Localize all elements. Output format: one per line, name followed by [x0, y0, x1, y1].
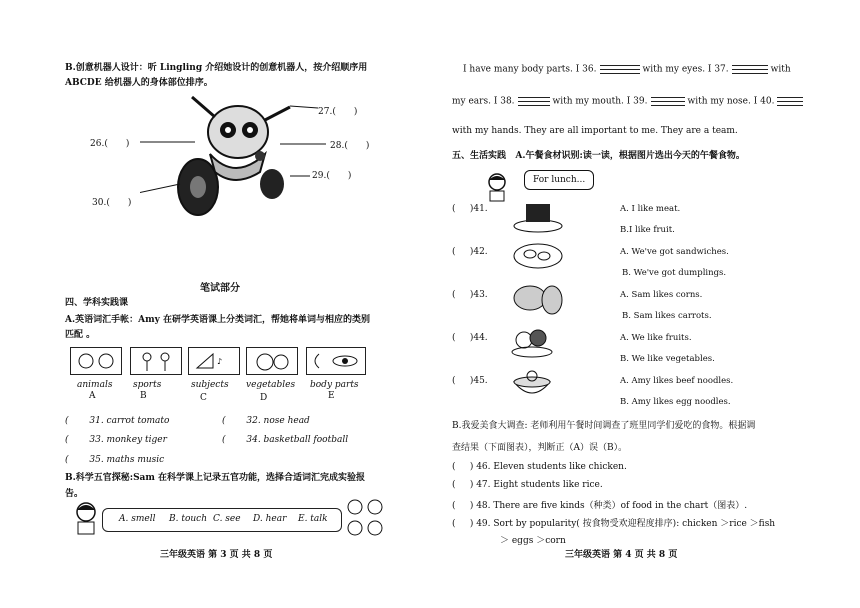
sports-icon	[130, 347, 182, 375]
robot-label-27: 27.( )	[318, 107, 358, 117]
question-47: ( ) 47. Eight students like rice.	[452, 480, 603, 490]
option-43b: B. Sam likes carrots.	[622, 311, 712, 321]
section4a-title-2: 匹配 。	[65, 330, 96, 340]
option-45a: A. Amy likes beef noodles.	[620, 376, 734, 386]
written-section-title: 笔试部分	[200, 283, 240, 294]
option-42a: A. We've got sandwiches.	[620, 247, 729, 257]
question-33: ( 33. monkey tiger	[65, 435, 167, 445]
body-parts-icon	[306, 347, 366, 375]
option-45b: B. Amy likes egg noodles.	[620, 397, 731, 407]
vegetables-icon	[246, 347, 298, 375]
question-34: ( 34. basketball football	[222, 435, 349, 445]
passage-line-1: I have many body parts. I 36. with my eyes. I 37. with	[463, 62, 791, 76]
category-letter-b: B	[140, 391, 147, 401]
sense-word-box: A. smell B. touch C. see D. hear E. talk	[102, 508, 342, 532]
speech-bubble: For lunch...	[524, 170, 594, 190]
robot-illustration	[140, 92, 340, 217]
category-subjects: subjects	[191, 380, 229, 390]
section5-title: 五、生活实践 A.午餐食材识别:读一读，根据图片选出今天的午餐食物。	[452, 151, 745, 161]
option-44b: B. We like vegetables.	[620, 354, 715, 364]
right-page-footer: 三年级英语 第 4 页 共 8 页	[565, 550, 678, 560]
category-letter-e: E	[328, 391, 335, 401]
section4a-title: A.英语词汇手帐：Amy 在研学英语课上分类词汇，帮她将单词与相应的类别	[65, 315, 370, 325]
noodles-food-icon	[510, 364, 554, 402]
food-question-43: ( )43.	[452, 290, 488, 300]
option-41a: A. I like meat.	[620, 204, 681, 214]
section-b-title-2: ABCDE 给机器人的身体部位排序。	[65, 78, 213, 88]
category-animals: animals	[77, 380, 113, 390]
senses-icons	[345, 498, 387, 538]
section5b-title: B.我爱美食大调查: 老师利用午餐时间调查了班里同学们爱吃的食物。根据调	[452, 421, 756, 431]
subjects-icon	[188, 347, 240, 375]
option-43a: A. Sam likes corns.	[620, 290, 703, 300]
robot-label-30: 30.( )	[92, 198, 132, 208]
robot-label-28: 28.( )	[330, 141, 370, 151]
robot-label-26: 26.( )	[90, 139, 130, 149]
section4-title: 四、学科实践课	[65, 298, 129, 308]
category-letter-c: C	[200, 393, 207, 403]
corn-food-icon	[510, 280, 566, 316]
category-sports: sports	[133, 380, 162, 390]
option-44a: A. We like fruits.	[620, 333, 692, 343]
meat-food-icon	[512, 198, 564, 234]
option-42b: B. We've got dumplings.	[622, 268, 727, 278]
category-body-parts: body parts	[310, 380, 359, 390]
food-question-41: ( )41.	[452, 204, 488, 214]
question-32: ( 32. nose head	[222, 416, 310, 426]
section-b-title: B.创意机器人设计：听 Lingling 介绍她设计的创意机器人，按介绍顺序用	[65, 63, 368, 73]
option-41b: B.I like fruit.	[620, 225, 675, 235]
question-48: ( ) 48. There are five kinds（种类）of food in the chart（图表）.	[452, 501, 748, 511]
section4b-title: B.科学五官探秘:Sam 在科学课上记录五官功能，选择合适词汇完成实验报	[65, 473, 366, 483]
category-vegetables: vegetables	[246, 380, 296, 390]
section4b-title-2: 告。	[65, 489, 84, 499]
question-35: ( 35. maths music	[65, 455, 165, 465]
food-question-45: ( )45.	[452, 376, 488, 386]
robot-label-29: 29.( )	[312, 171, 352, 181]
section5b-title-2: 查结果（下面图表），判断正（A）误（B）。	[452, 443, 628, 453]
food-question-44: ( )44.	[452, 333, 488, 343]
question-49-cont: ＞ eggs ＞corn	[500, 536, 566, 546]
question-46: ( ) 46. Eleven students like chicken.	[452, 462, 627, 472]
left-page-footer: 三年级英语 第 3 页 共 8 页	[160, 550, 273, 560]
question-31: ( 31. carrot tomato	[65, 416, 170, 426]
svg-text:♪: ♪	[217, 357, 223, 366]
passage-line-3: with my hands. They are all important to me. They are a team.	[452, 126, 738, 136]
fruit-food-icon	[510, 322, 554, 358]
category-letter-a: A	[89, 391, 96, 401]
food-question-42: ( )42.	[452, 247, 488, 257]
dumplings-food-icon	[512, 240, 564, 272]
passage-line-2: my ears. I 38. with my mouth. I 39. with my nose. I 40.	[452, 94, 806, 108]
boy-icon	[485, 172, 509, 202]
question-49: ( ) 49. Sort by popularity( 按食物受欢迎程度排序): chicken ＞rice ＞fish	[452, 519, 776, 529]
student-icon	[70, 500, 102, 536]
category-letter-d: D	[260, 393, 268, 403]
animals-icon	[70, 347, 122, 375]
